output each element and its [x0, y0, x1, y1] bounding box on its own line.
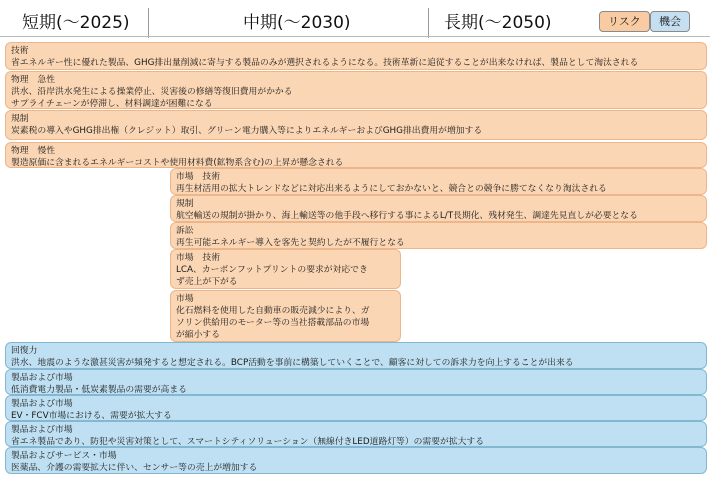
item-text: 省エネ製品であり、防犯や災害対策として、スマートシティソリューション（無線付きLED道路灯等）の需要が拡大する: [11, 437, 485, 447]
item-category: 回復力: [11, 346, 38, 356]
risk-item: [5, 71, 707, 109]
opportunity-item: [5, 447, 707, 474]
risk-item: [170, 195, 707, 222]
period-mid-term: 中期(〜2030): [243, 13, 351, 33]
risk-item: [170, 168, 707, 195]
opportunity-item: [5, 342, 707, 369]
timeline-header: [0, 0, 710, 40]
item-category: 製品および市場: [11, 373, 73, 383]
item-category: 規制: [176, 199, 194, 209]
item-text: EV・FCV市場における、需要が拡大する: [11, 411, 172, 421]
item-category: 規制: [11, 114, 29, 124]
period-divider: [428, 8, 429, 38]
item-category: 製品およびサービス・市場: [11, 451, 117, 461]
item-category: 訴訟: [176, 226, 194, 236]
period-short-term: 短期(〜2025): [22, 13, 130, 33]
item-category: 製品および市場: [11, 425, 73, 435]
legend-risk: リスク: [599, 11, 650, 32]
risk-item: [170, 290, 401, 342]
item-text: 省エネルギー性に優れた製品、GHG排出量削減に寄与する製品のみが選択されるようになる。技術革新に追従することが出来なければ、製品として淘汰される: [11, 58, 639, 68]
item-text: 低消費電力製品・低炭素製品の需要が高まる: [11, 385, 187, 395]
item-text: 化石燃料を使用した自動車の販売減少により、ガ ソリン供給用のモーター等の当社搭載部品の市場 が縮小する: [176, 306, 370, 340]
header-divider: [0, 36, 710, 37]
item-category: 技術: [11, 46, 29, 56]
item-category: 物理 急性: [11, 75, 55, 85]
item-text: 医薬品、介護の需要拡大に伴い、センサー等の売上が増加する: [11, 463, 258, 473]
item-text: LCA、カーボンフットプリントの要求が対応でき ず売上が下がる: [176, 265, 368, 287]
item-category: 市場 技術: [176, 172, 220, 182]
risk-item: [170, 222, 707, 249]
risk-item: [5, 110, 707, 140]
risk-item: [170, 249, 401, 289]
opportunity-item: [5, 395, 707, 421]
opportunity-item: [5, 369, 707, 395]
risk-item: [5, 142, 707, 168]
period-long-term: 長期(〜2050): [444, 13, 552, 33]
item-text: 洪水、地震のような激甚災害が頻発すると想定される。BCP活動を事前に構築していくことで、顧客に対しての訴求力を向上することが出来る: [11, 358, 574, 368]
item-text: 洪水、沿岸洪水発生による操業停止、災害後の修繕等復旧費用がかかる サプライチェーンが停滞し、材料調達が困難になる: [11, 87, 293, 109]
item-category: 物理 慢性: [11, 146, 55, 156]
risk-item: [5, 42, 707, 70]
period-divider: [148, 8, 149, 38]
item-category: 製品および市場: [11, 399, 73, 409]
item-category: 市場: [176, 294, 194, 304]
opportunity-item: [5, 421, 707, 447]
legend-opportunity: 機会: [650, 11, 690, 32]
item-category: 市場 技術: [176, 253, 220, 263]
item-text: 再生材活用の拡大トレンドなどに対応出来るようにしておかないと、競合との競争に勝てなくなり淘汰される: [176, 184, 607, 194]
item-text: 航空輸送の規制が掛かり、海上輸送等の他手段へ移行する事によるL/T長期化、残材発生、調達先見直しが必要となる: [176, 211, 638, 221]
item-text: 製造原価に含まれるエネルギーコストや使用材料費(鉱物系含む)の上昇が懸念される: [11, 158, 344, 168]
item-text: 再生可能エネルギー導入を客先と契約したが不履行となる: [176, 238, 405, 248]
item-text: 炭素税の導入やGHG排出権（クレジット）取引、グリーン電力購入等によりエネルギーおよびGHG排出費用が増加する: [11, 126, 483, 136]
